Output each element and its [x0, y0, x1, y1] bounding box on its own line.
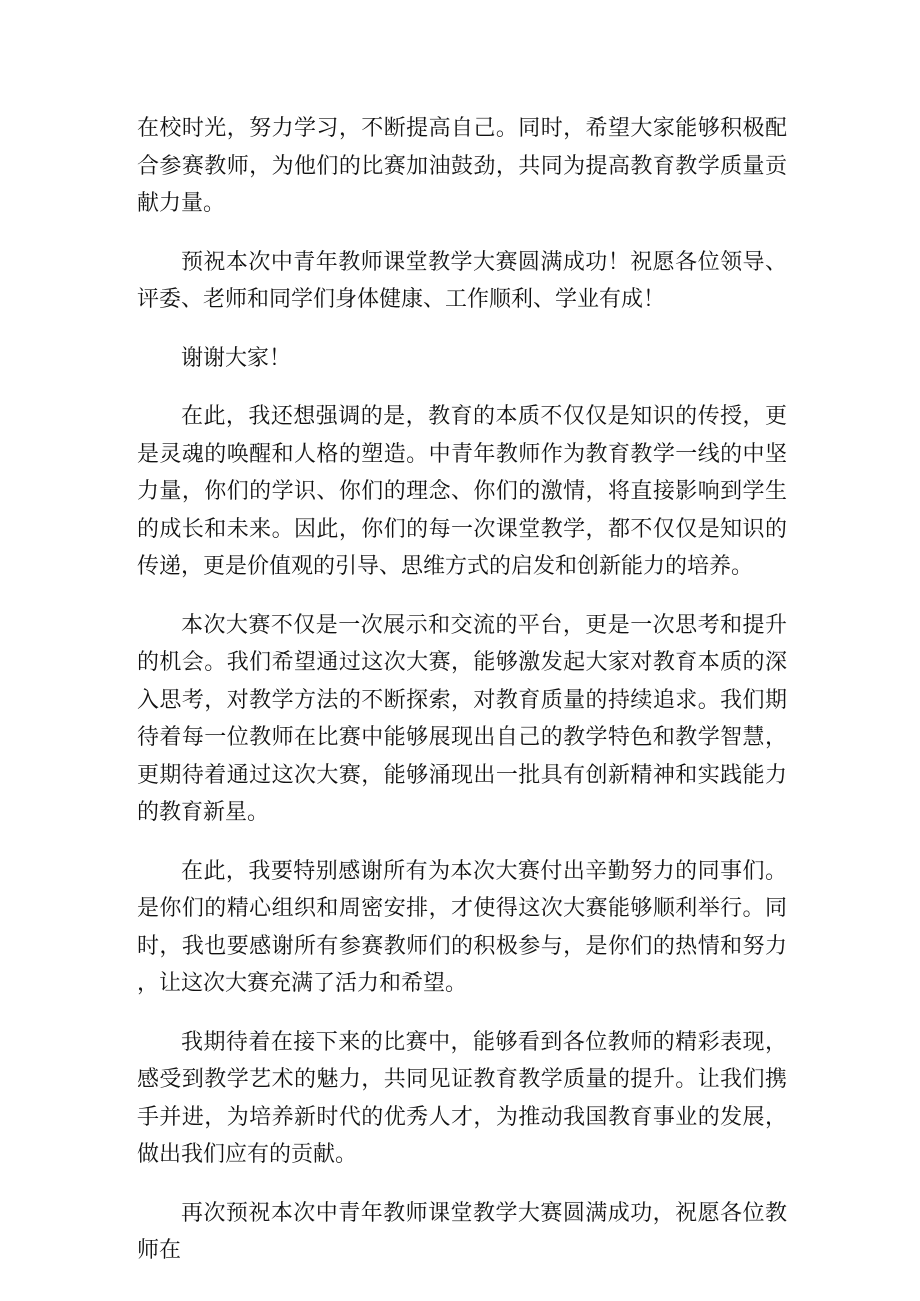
document-body: [137, 110, 787, 1291]
paragraph-closing-continuation: 在校时光，努力学习，不断提高自己。同时，希望大家能够积极配合参赛教师，为他们的比赛加油鼓劲，共同为提高教育教学质量贡献力量。: [137, 116, 787, 216]
paragraph-competition-platform: 本次大赛不仅是一次展示和交流的平台，更是一次思考和提升的机会。我们希望通过这次大赛，能够激发起大家对教育本质的深入思考，对教学方法的不断探索，对教育质量的持续追求。我们期待着每一位教师在比赛中能够展现出自己的教学特色和教学智慧，更期待着通过这次大赛，能够涌现出一批具有创新精神和实践能力的教育新星。: [137, 612, 787, 825]
paragraph-education-essence: 在此，我还想强调的是，教育的本质不仅仅是知识的传授，更是灵魂的唤醒和人格的塑造。中青年教师作为教育教学一线的中坚力量，你们的学识、你们的理念、你们的激情，将直接影响到学生的成长和未来。因此，你们的每一次课堂教学，都不仅仅是知识的传递，更是价值观的引导、思维方式的启发和创新能力的培养。: [137, 404, 787, 579]
paragraph-wishes: 预祝本次中青年教师课堂教学大赛圆满成功！祝愿各位领导、评委、老师和同学们身体健康、工作顺利、学业有成！: [137, 249, 787, 312]
paragraph-expectations: 我期待着在接下来的比赛中，能够看到各位教师的精彩表现，感受到教学艺术的魅力，共同见证教育教学质量的提升。让我们携手并进，为培养新时代的优秀人才，为推动我国教育事业的发展，做出我们应有的贡献。: [137, 1029, 787, 1167]
paragraph-thanks: 谢谢大家！: [181, 345, 292, 371]
paragraph-acknowledgements: 在此，我要特别感谢所有为本次大赛付出辛勤努力的同事们。是你们的精心组织和周密安排，才使得这次大赛能够顺利举行。同时，我也要感谢所有参赛教师们的积极参与，是你们的热情和努力，让这次大赛充满了活力和希望。: [137, 858, 787, 996]
paragraph-final-wishes: 再次预祝本次中青年教师课堂教学大赛圆满成功，祝愿各位教师在: [137, 1200, 787, 1263]
